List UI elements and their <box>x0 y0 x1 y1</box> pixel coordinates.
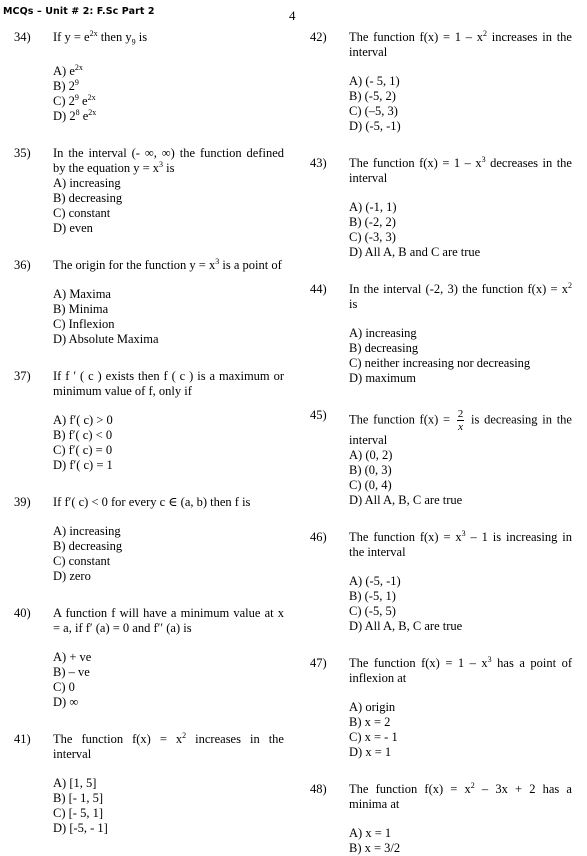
question-item <box>14 495 284 584</box>
answer-option <box>53 539 284 554</box>
left-column <box>14 30 284 836</box>
answer-option <box>349 478 572 493</box>
answer-options <box>349 200 572 260</box>
answer-option <box>349 74 572 89</box>
text-run: In the interval (-2, 3) the function f(x) = x <box>349 282 568 296</box>
answer-option <box>53 428 284 443</box>
answer-options <box>53 413 284 473</box>
superscript: 2x <box>74 62 83 72</box>
text-run: A) (- 5, 1) <box>349 74 400 88</box>
superscript: 9 <box>74 92 79 102</box>
question-stem <box>349 782 572 812</box>
question-item <box>310 656 572 760</box>
answer-option <box>349 200 572 215</box>
text-run: then y <box>97 30 132 44</box>
question-body <box>53 30 284 124</box>
answer-option <box>53 287 284 302</box>
page-header: MCQs – Unit # 2: F.Sc Part 2 <box>3 6 155 17</box>
text-run: e <box>78 93 88 108</box>
text-run: B) decreasing <box>53 538 123 553</box>
text-run: A) + ve <box>53 649 92 664</box>
question-number: 35) <box>14 145 31 160</box>
fraction-denominator: x <box>458 421 463 433</box>
text-run: B) (-2, 2) <box>349 215 396 229</box>
question-gap <box>14 710 284 732</box>
answer-options <box>349 574 572 634</box>
text-run: B) 2 <box>53 78 75 93</box>
question-number: 39) <box>14 494 31 509</box>
superscript: 2 <box>182 730 187 740</box>
text-run: If y = e <box>53 30 90 44</box>
text-run: D) [-5, - 1] <box>53 820 108 835</box>
answer-option <box>53 64 284 79</box>
text-run: – 1 is increasing in the interval <box>349 530 572 559</box>
text-run: B) (0, 3) <box>349 463 392 477</box>
text-run: D) All A, B and C are true <box>349 245 481 259</box>
text-run: A) increasing <box>53 175 121 190</box>
text-run: B) decreasing <box>53 190 123 205</box>
answer-option <box>53 524 284 539</box>
question-number: 34) <box>14 30 31 44</box>
answer-option <box>349 230 572 245</box>
question-item <box>14 732 284 836</box>
text-run: D) f′( c) = 1 <box>53 457 113 472</box>
question-body <box>53 258 284 347</box>
question-stem <box>53 30 284 50</box>
text-run: A) [1, 5] <box>53 775 97 790</box>
question-number: 37) <box>14 368 31 383</box>
text-run: C) 0 <box>53 679 75 694</box>
answer-option <box>53 695 284 710</box>
superscript: 2x <box>89 29 98 38</box>
question-item <box>14 146 284 236</box>
question-stem <box>53 369 284 399</box>
question-stem <box>349 530 572 560</box>
answer-options <box>53 776 284 836</box>
answer-option <box>53 806 284 821</box>
text-run: A) increasing <box>53 523 121 538</box>
text-run: B) x = 2 <box>349 715 391 729</box>
question-stem <box>53 258 284 273</box>
question-stem <box>349 656 572 686</box>
text-run: D) maximum <box>349 371 417 385</box>
answer-options <box>349 700 572 760</box>
superscript: 3 <box>487 655 492 664</box>
text-run: A) f′( c) > 0 <box>53 412 113 427</box>
text-run: C) (-3, 3) <box>349 230 396 244</box>
question-gap <box>310 634 572 656</box>
text-run: The function f(x) = x <box>349 530 462 544</box>
text-run: A) (0, 2) <box>349 448 393 462</box>
superscript: 2 <box>483 29 487 38</box>
answer-option <box>349 341 572 356</box>
question-gap <box>310 260 572 282</box>
answer-option <box>349 463 572 478</box>
text-run: is <box>135 30 148 44</box>
text-run: is <box>349 297 358 311</box>
question-body <box>349 782 572 856</box>
question-stem <box>53 732 284 762</box>
question-body <box>349 656 572 760</box>
text-run: D) (-5, -1) <box>349 119 401 133</box>
question-number: 45) <box>310 408 327 422</box>
question-body <box>349 530 572 634</box>
question-stem <box>349 156 572 186</box>
answer-option <box>53 821 284 836</box>
question-item <box>310 282 572 386</box>
question-gap <box>310 508 572 530</box>
text-run: The origin for the function y = x <box>53 257 216 272</box>
question-body <box>349 156 572 260</box>
answer-option <box>349 119 572 134</box>
text-run: C) neither increasing nor decreasing <box>349 356 531 370</box>
superscript: 3 <box>215 256 220 266</box>
answer-option <box>349 215 572 230</box>
question-stem <box>53 495 284 510</box>
answer-option <box>349 826 572 841</box>
answer-option <box>349 841 572 856</box>
question-stem <box>349 408 572 448</box>
text-run: D) Absolute Maxima <box>53 331 159 346</box>
answer-option <box>349 574 572 589</box>
answer-option <box>349 448 572 463</box>
question-number: 36) <box>14 257 31 272</box>
text-run: C) constant <box>53 205 111 220</box>
answer-options <box>53 176 284 236</box>
answer-options <box>53 64 284 124</box>
answer-option <box>53 680 284 695</box>
question-item <box>14 258 284 347</box>
text-run: B) (-5, 1) <box>349 589 396 603</box>
text-run: B) (-5, 2) <box>349 89 396 103</box>
text-run: D) even <box>53 220 93 235</box>
superscript: 2 <box>568 281 572 290</box>
answer-option <box>53 554 284 569</box>
question-item <box>14 30 284 124</box>
text-run: If f ′ ( c ) exists then f ( c ) is a maximum or minimum value of f, only if <box>53 368 284 398</box>
text-run: increases in the interval <box>53 731 284 761</box>
superscript: 2x <box>87 92 96 102</box>
answer-option <box>53 221 284 236</box>
question-body <box>349 30 572 134</box>
superscript: 2 <box>470 781 475 790</box>
text-run: D) All A, B, C are true <box>349 493 463 507</box>
text-run: The function f(x) = x <box>349 782 471 796</box>
question-item <box>14 606 284 710</box>
answer-option <box>349 89 572 104</box>
answer-option <box>53 776 284 791</box>
answer-option <box>349 700 572 715</box>
text-run: is <box>163 160 175 175</box>
answer-option <box>53 650 284 665</box>
answer-option <box>53 191 284 206</box>
answer-option <box>349 326 572 341</box>
text-run: is decreasing in the interval <box>349 412 572 447</box>
question-item <box>310 30 572 134</box>
text-run: The function f(x) = 1 – x <box>349 156 482 170</box>
question-number: 48) <box>310 782 327 796</box>
answer-option <box>53 109 284 124</box>
answer-option <box>349 589 572 604</box>
question-gap <box>310 134 572 156</box>
text-run: B) – ve <box>53 664 90 679</box>
answer-option <box>53 302 284 317</box>
question-number: 40) <box>14 605 31 620</box>
superscript: 2x <box>88 107 97 117</box>
question-item <box>14 369 284 473</box>
question-number: 44) <box>310 282 327 296</box>
page-number: 4 <box>289 8 296 23</box>
text-run: B) f′( c) < 0 <box>53 427 113 442</box>
question-gap <box>14 584 284 606</box>
answer-option <box>53 665 284 680</box>
text-run: C) (–5, 3) <box>349 104 398 118</box>
answer-option <box>53 569 284 584</box>
answer-options <box>349 74 572 134</box>
answer-option <box>53 317 284 332</box>
text-run: C) constant <box>53 553 111 568</box>
text-run: C) (0, 4) <box>349 478 392 492</box>
answer-option <box>53 206 284 221</box>
question-number: 43) <box>310 156 327 170</box>
question-item <box>310 782 572 856</box>
text-run: C) (-5, 5) <box>349 604 396 618</box>
text-run: D) All A, B, C are true <box>349 619 463 633</box>
superscript: 3 <box>481 155 486 164</box>
answer-options <box>349 826 572 856</box>
text-run: increases in the interval <box>349 30 572 59</box>
answer-option <box>349 104 572 119</box>
answer-option <box>349 245 572 260</box>
answer-options <box>53 650 284 710</box>
answer-option <box>349 604 572 619</box>
answer-option <box>349 493 572 508</box>
question-item <box>310 156 572 260</box>
text-run: A) x = 1 <box>349 826 392 840</box>
text-run: – 3x + 2 has a minima at <box>349 782 572 811</box>
text-run: e <box>79 108 89 123</box>
answer-options <box>349 448 572 508</box>
text-run: The function f(x) = x <box>53 731 183 746</box>
text-run: C) 2 <box>53 93 75 108</box>
answer-option <box>53 94 284 109</box>
text-run: C) x = - 1 <box>349 730 398 744</box>
text-run: A) (-5, -1) <box>349 574 401 588</box>
text-run: is a point of <box>219 257 282 272</box>
text-run: B) Minima <box>53 301 109 316</box>
answer-option <box>53 176 284 191</box>
text-run: If f′( c) < 0 for every c ∈ (a, b) then f is <box>53 494 251 509</box>
answer-option <box>349 356 572 371</box>
text-run: has a point of inflexion at <box>349 656 572 685</box>
text-run: A) increasing <box>349 326 417 340</box>
question-number: 41) <box>14 731 31 746</box>
answer-option <box>53 443 284 458</box>
text-run: A) e <box>53 63 75 78</box>
superscript: 8 <box>75 107 80 117</box>
text-run: B) x = 3/2 <box>349 841 401 855</box>
answer-options <box>53 524 284 584</box>
text-run: B) decreasing <box>349 341 419 355</box>
text-run: D) 2 <box>53 108 76 123</box>
question-number: 47) <box>310 656 327 670</box>
question-gap <box>14 124 284 146</box>
answer-option <box>53 332 284 347</box>
question-stem <box>349 282 572 312</box>
question-gap <box>14 347 284 369</box>
question-stem <box>53 606 284 636</box>
text-run: In the interval (- ∞, ∞) the function defined by the equation y = x <box>53 145 284 175</box>
question-gap <box>310 760 572 782</box>
answer-option <box>53 413 284 428</box>
question-body <box>53 146 284 236</box>
answer-option <box>53 458 284 473</box>
text-run: A) Maxima <box>53 286 111 301</box>
question-body <box>53 369 284 473</box>
text-run: D) zero <box>53 568 91 583</box>
question-body <box>349 408 572 508</box>
text-run: C) f′( c) = 0 <box>53 442 113 457</box>
answer-option <box>349 715 572 730</box>
superscript: 3 <box>461 529 466 538</box>
text-run: decreases in the interval <box>349 156 572 185</box>
fraction <box>457 408 465 433</box>
answer-option <box>349 730 572 745</box>
text-run: The function f(x) = <box>349 412 455 427</box>
superscript: 3 <box>159 159 163 169</box>
superscript: 9 <box>74 77 79 87</box>
fraction-numerator: 2 <box>457 408 464 420</box>
text-run: A function f will have a minimum value at x = a, if f′ (a) = 0 and f′′ (a) is <box>53 605 284 635</box>
answer-option <box>53 791 284 806</box>
text-run: C) Inflexion <box>53 316 115 331</box>
question-stem <box>349 30 572 60</box>
text-run: The function f(x) = 1 – x <box>349 30 483 44</box>
answer-options <box>53 287 284 347</box>
answer-option <box>349 371 572 386</box>
answer-option <box>349 619 572 634</box>
text-run: A) origin <box>349 700 396 714</box>
subscript: 9 <box>131 37 136 47</box>
text-run: D) ∞ <box>53 694 79 709</box>
question-item <box>310 408 572 508</box>
answer-option <box>349 745 572 760</box>
right-column <box>310 30 572 856</box>
answer-option <box>53 79 284 94</box>
text-run: C) [- 5, 1] <box>53 805 103 820</box>
text-run: A) (-1, 1) <box>349 200 397 214</box>
question-gap <box>14 473 284 495</box>
text-run: The function f(x) = 1 – x <box>349 656 488 670</box>
question-body <box>53 606 284 710</box>
question-gap <box>310 386 572 408</box>
question-gap <box>14 236 284 258</box>
question-number: 42) <box>310 30 327 44</box>
text-run: B) [- 1, 5] <box>53 790 103 805</box>
question-number: 46) <box>310 530 327 544</box>
text-run: D) x = 1 <box>349 745 392 759</box>
answer-options <box>349 326 572 386</box>
question-body <box>349 282 572 386</box>
question-stem <box>53 146 284 176</box>
question-body <box>53 732 284 836</box>
question-item <box>310 530 572 634</box>
question-body <box>53 495 284 584</box>
